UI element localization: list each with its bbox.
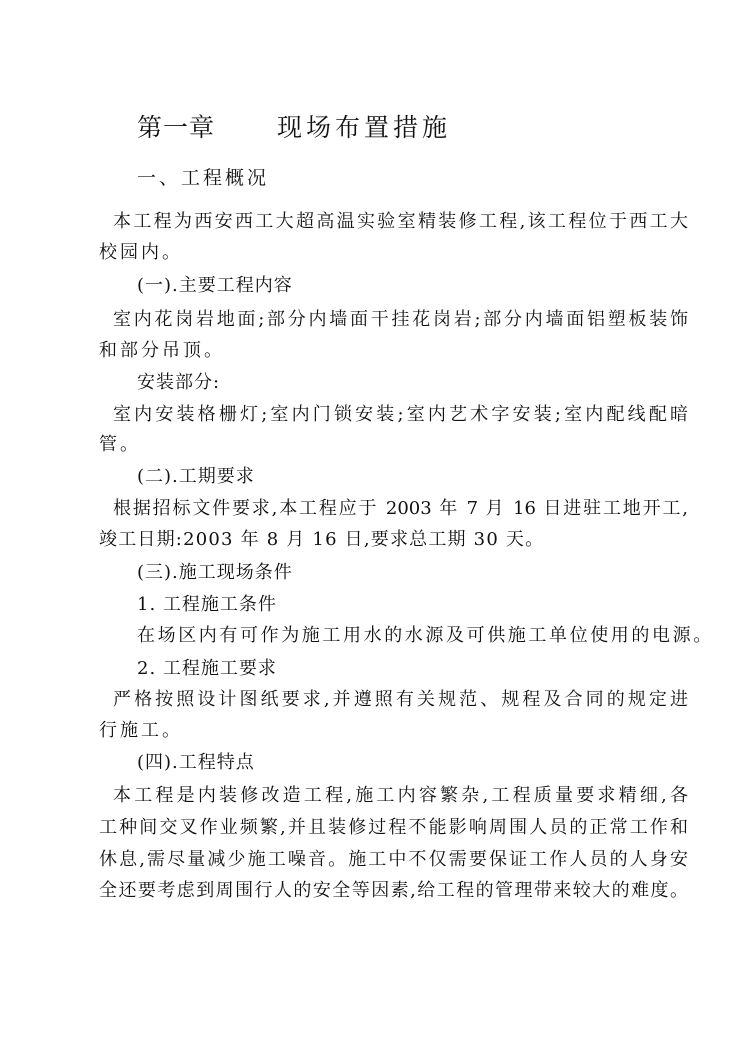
install-line-2: 管。 [99, 434, 141, 455]
main-content-heading: (一).主要工程内容 [137, 275, 293, 296]
install-label: 安装部分: [137, 372, 221, 393]
site-condition-text: 在场区内有可作为施工用水的水源及可供施工单位使用的电源。 [137, 625, 714, 646]
schedule-line-1: 根据招标文件要求,本工程应于 2003 年 7 月 16 日进驻工地开工, [113, 498, 688, 519]
features-line-1: 本工程是内装修改造工程,施工内容繁杂,工程质量要求精细,各 [113, 785, 688, 806]
site-requirement-heading: 2. 工程施工要求 [137, 658, 277, 679]
chapter-title: 现场布置措施 [277, 113, 452, 142]
overview-line-1: 本工程为西安西工大超高温实验室精装修工程,该工程位于西工大 [113, 211, 688, 232]
features-line-2: 工种间交叉作业频繁,并且装修过程不能影响周围人员的正常工作和 [99, 817, 688, 838]
overview-line-2: 校园内。 [99, 242, 183, 263]
site-heading: (三).施工现场条件 [137, 562, 293, 583]
schedule-line-2: 竣工日期:2003 年 8 月 16 日,要求总工期 30 天。 [99, 529, 545, 550]
features-heading: (四).工程特点 [137, 752, 255, 773]
site-condition-heading: 1. 工程施工条件 [137, 594, 277, 615]
chapter-label: 第一章 [137, 113, 216, 142]
features-line-4: 全还要考虑到周围行人的安全等因素,给工程的管理带来较大的难度。 [99, 880, 688, 901]
main-content-line-2: 和部分吊顶。 [99, 340, 225, 361]
install-line-1: 室内安装格栅灯;室内门锁安装;室内艺术字安装;室内配线配暗 [113, 404, 688, 425]
site-requirement-line-2: 行施工。 [99, 720, 183, 741]
main-content-line-1: 室内花岗岩地面;部分内墙面干挂花岗岩;部分内墙面铝塑板装饰 [113, 309, 688, 330]
schedule-heading: (二).工期要求 [137, 466, 255, 487]
site-requirement-line-1: 严格按照设计图纸要求,并遵照有关规范、规程及合同的规定进 [113, 689, 688, 710]
chapter-heading [137, 108, 451, 144]
features-line-3: 休息,需尽量减少施工噪音。施工中不仅需要保证工作人员的人身安 [99, 849, 688, 870]
section-heading: 一、工程概况 [137, 167, 270, 189]
